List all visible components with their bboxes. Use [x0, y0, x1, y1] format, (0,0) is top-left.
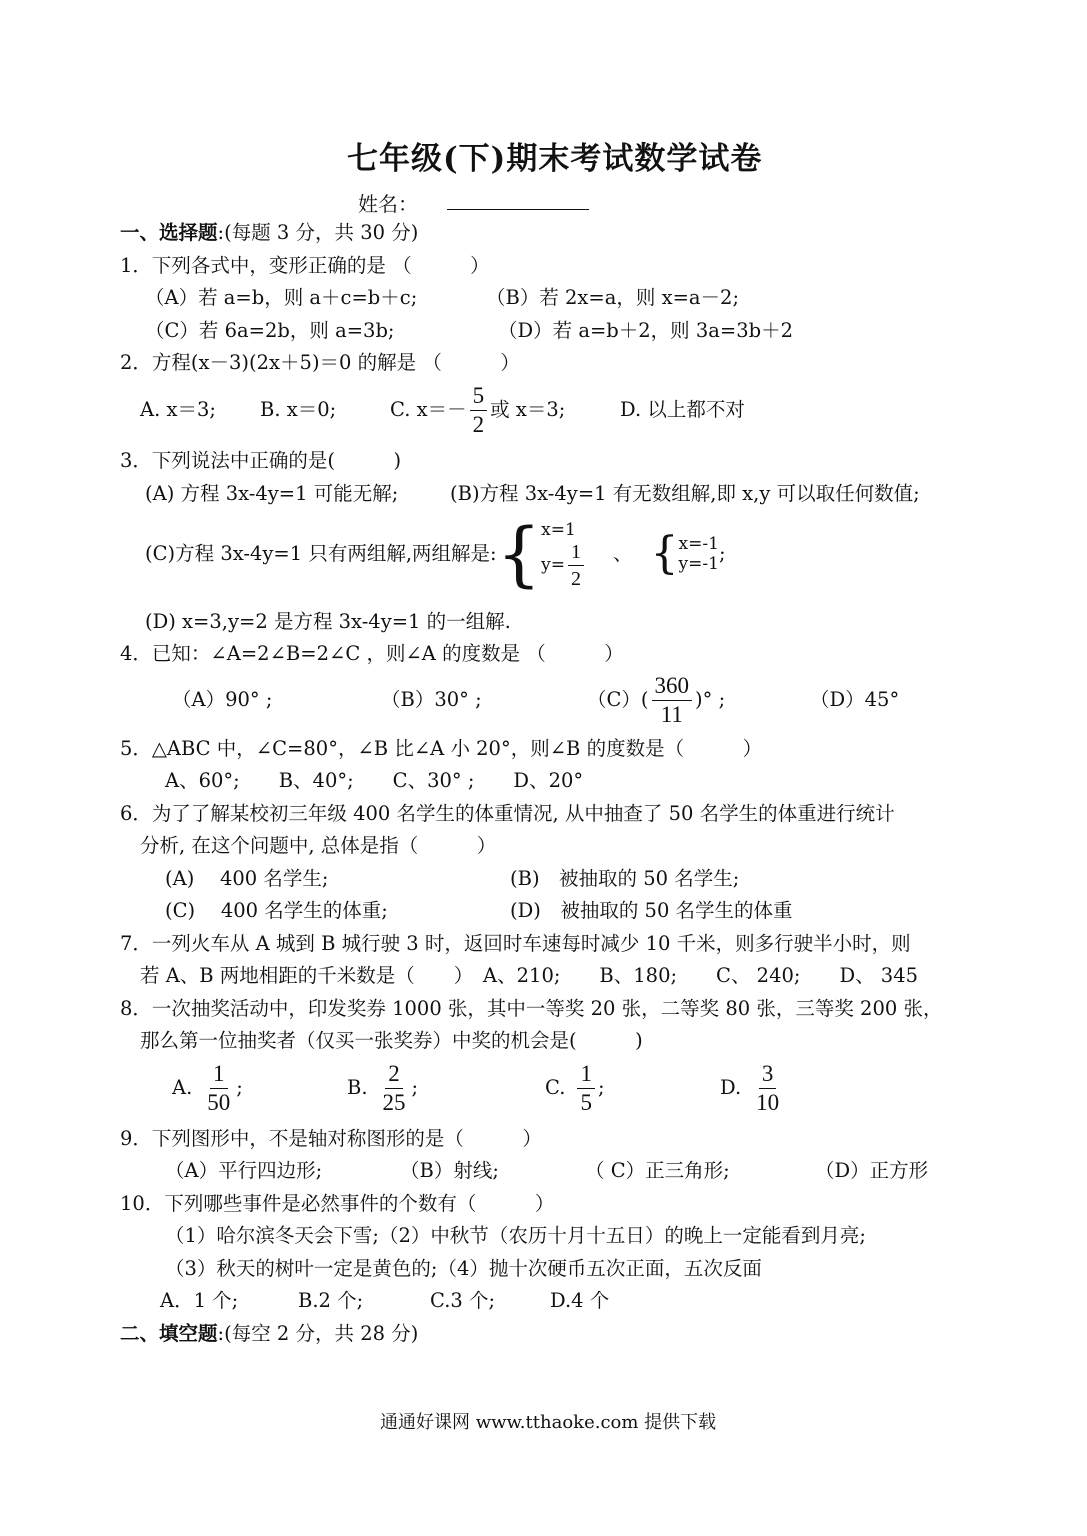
q3-system-1-denominator: 2: [571, 567, 582, 590]
q2-option-d: D. 以上都不对: [620, 398, 745, 421]
q6-option-c: (C) 400 名学生的体重;: [165, 899, 388, 922]
q3-option-a: (A) 方程 3x-4y=1 可能无解;: [145, 482, 399, 505]
q2-fraction: [470, 384, 488, 437]
q8-option-c-label: C.: [545, 1076, 566, 1099]
section-1-note: :(每题 3 分，共 30 分): [217, 221, 419, 244]
q8-option-c-denominator: 5: [580, 1089, 592, 1115]
q3-option-b: (B)方程 3x-4y=1 有无数组解,即 x,y 可以取任何数值;: [450, 482, 920, 505]
q8-stem-line1: 8．一次抽奖活动中，印发奖券 1000 张，其中一等奖 20 张，二等奖 80 张，三等奖 200 张，: [120, 997, 943, 1020]
q3-system-1-row1: x=1: [541, 519, 576, 540]
q3-system-1-row2: [541, 541, 587, 590]
section-2-header: [120, 1320, 418, 1348]
q4-option-c: [587, 670, 725, 730]
q4-fraction: [652, 674, 693, 727]
q6-stem-line2: 分析, 在这个问题中, 总体是指（ ）: [140, 834, 497, 857]
q2-option-c-prefix: C. x＝－: [390, 398, 467, 421]
q8-option-a-label: A.: [172, 1076, 193, 1099]
q8-option-b-denominator: 25: [382, 1089, 406, 1115]
q8-option-c-end: ;: [597, 1076, 605, 1099]
q3-system-2-row1: x=-1: [678, 534, 719, 554]
q3-option-c-prefix: (C)方程 3x-4y=1 只有两组解,两组解是:: [145, 542, 497, 565]
q2-option-c: [390, 380, 565, 440]
q2-stem: 2．方程(x－3)(2x＋5)＝0 的解是 （ ）: [120, 351, 520, 374]
q3-system-1: [496, 513, 587, 595]
q3-system-2-brace: {: [650, 528, 679, 579]
q10-line1: （1）哈尔滨冬天会下雪;（2）中秋节（农历十月十五日）的晚上一定能看到月亮;: [165, 1224, 866, 1247]
q10-option-b: B.2 个;: [298, 1289, 364, 1312]
q3-option-c: [145, 512, 726, 596]
section-1-heading: 一、选择题: [120, 221, 218, 244]
q8-option-a-end: ;: [236, 1076, 243, 1099]
section-1-header: [120, 219, 418, 247]
q9-option-b: （B）射线;: [400, 1159, 499, 1182]
q8-option-a-fraction: [204, 1062, 233, 1115]
q8-option-d-numerator: 3: [759, 1062, 777, 1089]
q2-fraction-numerator: 5: [470, 384, 488, 411]
q6-stem-line1: 6．为了了解某校初三年级 400 名学生的体重情况, 从中抽查了 50 名学生的体重进行统计: [120, 802, 895, 825]
q8-option-c-fraction: [577, 1062, 595, 1115]
q9-option-a: （A）平行四边形;: [165, 1159, 323, 1182]
q8-option-a-denominator: 50: [207, 1089, 231, 1115]
q3-system-1-y: y=: [541, 555, 566, 575]
q3-separator: 、: [613, 542, 633, 565]
q1-option-b: （B）若 2x=a，则 x=a－2;: [486, 286, 740, 309]
section-2-heading: 二、填空题: [120, 1322, 218, 1345]
q6-option-d: (D) 被抽取的 50 名学生的体重: [510, 899, 793, 922]
q10-line2: （3）秋天的树叶一定是黄色的;（4）抛十次硬币五次正面，五次反面: [165, 1257, 762, 1280]
q8-option-b-end: ;: [411, 1076, 419, 1099]
q4-stem: 4．已知：∠A=2∠B=2∠C ，则∠A 的度数是 （ ）: [120, 642, 624, 665]
q8-option-a-numerator: 1: [210, 1062, 228, 1089]
q3-system-1-brace: {: [496, 513, 542, 595]
q8-option-b: [347, 1058, 418, 1118]
q4-fraction-denominator: 11: [660, 701, 683, 727]
q4-option-a: （A）90° ;: [172, 688, 273, 711]
q9-option-c: （ C）正三角形;: [585, 1159, 730, 1182]
q8-option-d-denominator: 10: [756, 1089, 780, 1115]
q3-system-2-end: ;: [718, 542, 726, 565]
q8-option-c: [545, 1058, 605, 1118]
q1-option-c: （C）若 6a=2b，则 a=3b;: [145, 319, 395, 342]
q1-stem: 1．下列各式中，变形正确的是 （ ）: [120, 254, 490, 277]
q8-option-d: [720, 1058, 785, 1118]
q8-option-c-numerator: 1: [577, 1062, 595, 1089]
q9-stem: 9．下列图形中，不是轴对称图形的是（ ）: [120, 1127, 542, 1150]
q1-option-a: （A）若 a=b，则 a＋c=b＋c;: [145, 286, 418, 309]
q7-stem-line1: 7．一列火车从 A 城到 B 城行驶 3 时，返回时车速每时减少 10 千米，则多行驶半小时，则: [120, 932, 911, 955]
q4-option-c-suffix: )° ;: [695, 688, 726, 711]
section-2-note: :(每空 2 分，共 28 分): [217, 1322, 419, 1345]
q10-option-d: D.4 个: [550, 1289, 610, 1312]
q4-option-c-prefix: （C）(: [587, 688, 649, 711]
q8-option-b-fraction: [380, 1062, 409, 1115]
q1-option-d: （D）若 a=b＋2，则 3a=3b＋2: [498, 319, 794, 342]
q2-option-c-suffix: 或 x＝3;: [490, 398, 566, 421]
q4-option-d: （D）45°: [810, 688, 900, 711]
q2-fraction-denominator: 2: [472, 411, 485, 437]
name-label: 姓名：: [358, 192, 418, 216]
q5-stem: 5．△ABC 中，∠C=80°，∠B 比∠A 小 20°，则∠B 的度数是（ ）: [120, 737, 763, 760]
q4-fraction-numerator: 360: [652, 674, 693, 701]
q8-option-a: [172, 1058, 243, 1118]
q8-option-b-numerator: 2: [385, 1062, 403, 1089]
q6-option-a: (A) 400 名学生;: [165, 867, 329, 890]
q5-options: A、60°; B、40°; C、30° ; D、20°: [165, 769, 584, 792]
q4-option-b: （B）30° ;: [381, 688, 482, 711]
name-blank-line: [447, 209, 589, 210]
q3-system-2: [650, 528, 726, 579]
q10-option-a: A．1 个;: [160, 1289, 239, 1312]
q2-option-b: B. x＝0;: [260, 398, 337, 421]
q7-stem-line2: 若 A、B 两地相距的千米数是（ ） A、210; B、180; C、 240; D、 345: [140, 964, 919, 987]
q10-stem: 10．下列哪些事件是必然事件的个数有（ ）: [120, 1192, 555, 1215]
q8-stem-line2: 那么第一位抽奖者（仅买一张奖券）中奖的机会是( ): [140, 1029, 643, 1052]
q10-option-c: C.3 个;: [430, 1289, 496, 1312]
q8-option-d-fraction: [753, 1062, 782, 1115]
q3-option-d: (D) x=3,y=2 是方程 3x-4y=1 的一组解.: [145, 610, 511, 633]
q8-option-d-label: D.: [720, 1076, 742, 1099]
footer-source: 通通好课网 www.tthaoke.com 提供下载: [380, 1412, 717, 1433]
q3-system-1-fraction: [568, 541, 584, 590]
q6-option-b: (B) 被抽取的 50 名学生;: [510, 867, 740, 890]
page-title: 七年级(下)期末考试数学试卷: [347, 141, 763, 177]
q3-system-2-row2: y=-1: [678, 554, 719, 574]
q2-option-a: A. x＝3;: [140, 398, 216, 421]
q3-stem: 3．下列说法中正确的是( ): [120, 449, 402, 472]
q9-option-d: （D）正方形: [815, 1159, 929, 1182]
q8-option-b-label: B.: [347, 1076, 368, 1099]
q3-system-1-numerator: 1: [568, 541, 584, 566]
